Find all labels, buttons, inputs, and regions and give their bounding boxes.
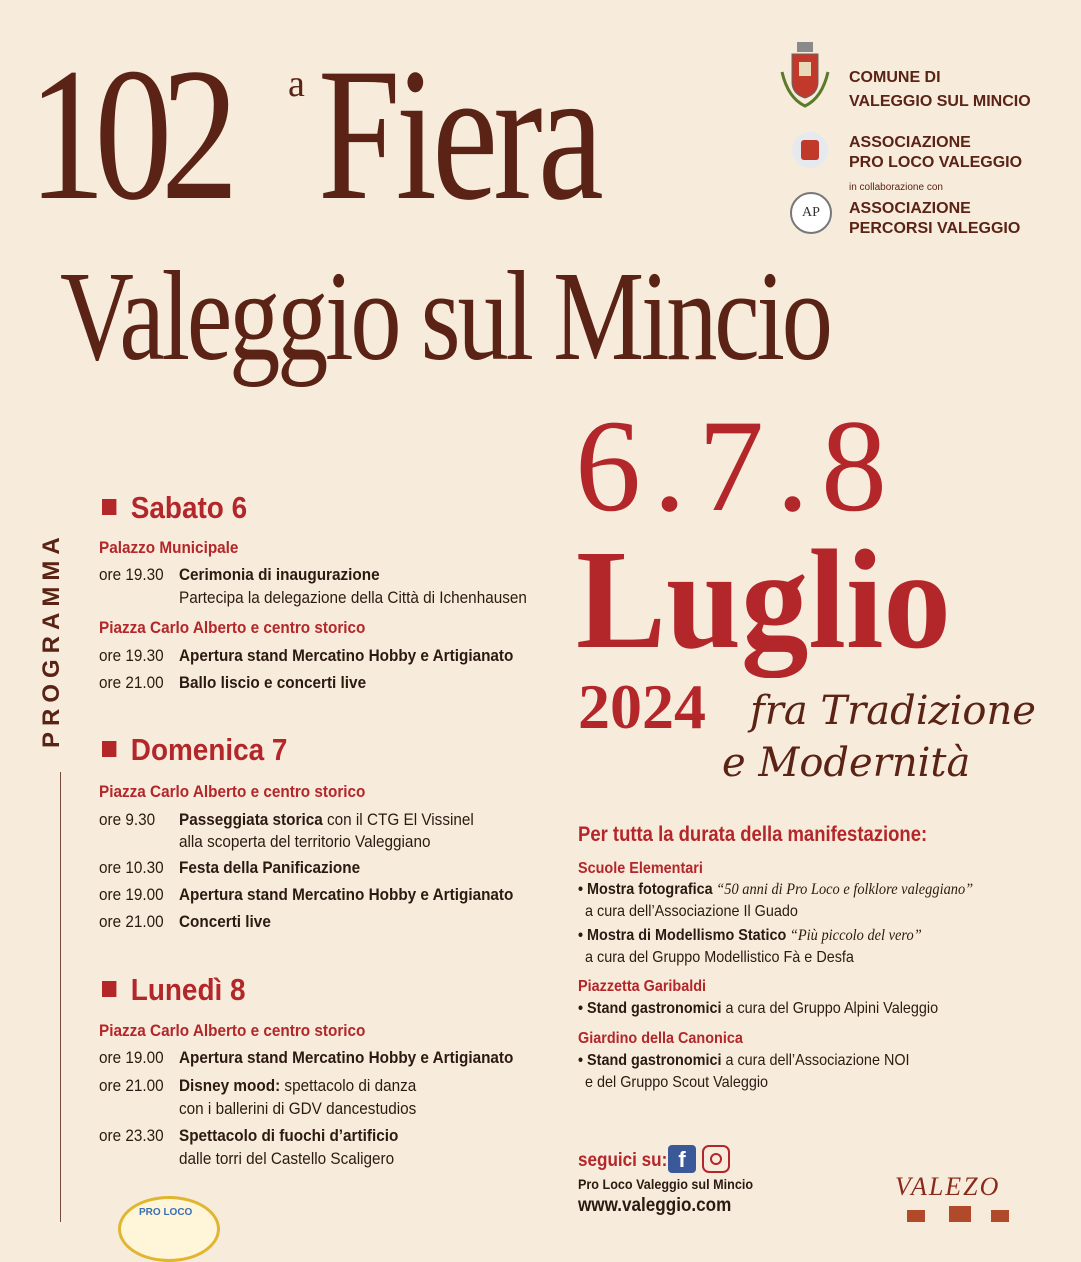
tagline-line-2: e Modernità [722,740,971,786]
exhibit-item: • Mostra fotografica “50 anni di Pro Loco e folklore valeggiano” [578,881,974,898]
event-subtitle: Partecipa la delegazione della Città di Ichenhausen [179,588,527,607]
event-days: 6.7.8 [575,392,899,539]
event-title: Apertura stand Mercatino Hobby e Artigianato [179,1048,514,1067]
venue-garibaldi: Piazzetta Garibaldi [578,978,707,995]
day-heading-sabato: Sabato 6 [102,490,247,526]
event-time: ore 10.30 [99,858,164,877]
event-month: Luglio [576,520,951,678]
percorsi-label-1: ASSOCIAZIONE [849,200,971,217]
event-title: Ballo liscio e concerti live [179,673,367,692]
event-time: ore 19.30 [99,646,164,665]
bullet-square-icon [102,981,116,997]
bullet-square-icon [102,499,116,515]
exhibit-item: • Mostra di Modellismo Statico “Più piccolo del vero” [578,927,922,944]
programma-divider [60,772,61,1222]
event-title: Festa della Panificazione [179,858,361,877]
event-title: Spettacolo di fuochi d’artificio [179,1126,399,1145]
place-heading: Piazza Carlo Alberto e centro storico [99,618,366,637]
event-time: ore 23.30 [99,1126,164,1145]
event-time: ore 21.00 [99,912,164,931]
bullet-square-icon [102,741,116,757]
event-subtitle: con i ballerini di GDV dancestudios [179,1099,417,1118]
stand-item: • Stand gastronomici a cura del Gruppo Alpini Valeggio [578,1000,939,1017]
proloco-round-logo-text: PRO LOCO [139,1207,193,1218]
proloco-round-logo [118,1196,220,1262]
exhibit-subtitle: a cura del Gruppo Modellistico Fà e Desfa [585,949,854,966]
event-time: ore 21.00 [99,673,164,692]
event-title: Cerimonia di inaugurazione [179,565,380,584]
valezo-logo: VALEZO [895,1172,1001,1201]
programma-label: PROGRAMMA [38,531,65,748]
event-time: ore 21.00 [99,1076,164,1095]
exhibit-subtitle: a cura dell’Associazione Il Guado [585,903,798,920]
durata-heading: Per tutta la durata della manifestazione: [578,823,928,846]
tagline-line-1: fra Tradizione [750,688,1036,734]
title-fiera: Fiera [318,30,600,240]
event-time: ore 9.30 [99,810,156,829]
venue-scuole: Scuole Elementari [578,860,703,877]
event-time: ore 19.30 [99,565,164,584]
comune-coat-of-arms-icon [778,42,832,114]
day-heading-domenica: Domenica 7 [102,732,287,768]
stand-subtitle: e del Gruppo Scout Valeggio [585,1074,769,1091]
event-year: 2024 [578,671,706,742]
website-link[interactable]: www.valeggio.com [578,1195,732,1216]
comune-label-1: COMUNE DI [849,69,941,86]
event-title: Concerti live [179,912,271,931]
social-handle: Pro Loco Valeggio sul Mincio [578,1176,754,1192]
percorsi-badge-icon: AP [790,192,832,234]
event-time: ore 19.00 [99,885,164,904]
title-town: Valeggio sul Mincio [60,245,830,387]
castle-towers-icon [905,1206,1015,1222]
event-title: Apertura stand Mercatino Hobby e Artigianato [179,885,514,904]
event-subtitle: dalle torri del Castello Scaligero [179,1149,395,1168]
event-title: Passeggiata storica con il CTG El Vissinel [179,810,474,829]
proloco-label-1: ASSOCIAZIONE [849,134,971,151]
instagram-icon[interactable] [702,1145,730,1173]
stand-item: • Stand gastronomici a cura dell’Associazione NOI [578,1052,910,1069]
facebook-icon[interactable]: f [668,1145,696,1173]
edition-superscript: a [288,63,305,105]
comune-label-2: VALEGGIO SUL MINCIO [849,93,1031,110]
event-subtitle: alla scoperta del territorio Valeggiano [179,832,431,851]
event-title: Apertura stand Mercatino Hobby e Artigianato [179,646,514,665]
follow-label: seguici su: [578,1150,668,1171]
proloco-logo-icon [792,132,828,168]
place-heading: Palazzo Municipale [99,538,239,557]
venue-canonica: Giardino della Canonica [578,1030,743,1047]
place-heading: Piazza Carlo Alberto e centro storico [99,1021,366,1040]
edition-number: 102 [28,30,228,240]
place-heading: Piazza Carlo Alberto e centro storico [99,782,366,801]
event-title: Disney mood: spettacolo di danza [179,1076,417,1095]
proloco-label-2: PRO LOCO VALEGGIO [849,154,1023,171]
percorsi-label-2: PERCORSI VALEGGIO [849,220,1021,237]
collaboration-note: in collaborazione con [849,182,943,193]
event-time: ore 19.00 [99,1048,164,1067]
day-heading-lunedi: Lunedì 8 [102,972,246,1008]
